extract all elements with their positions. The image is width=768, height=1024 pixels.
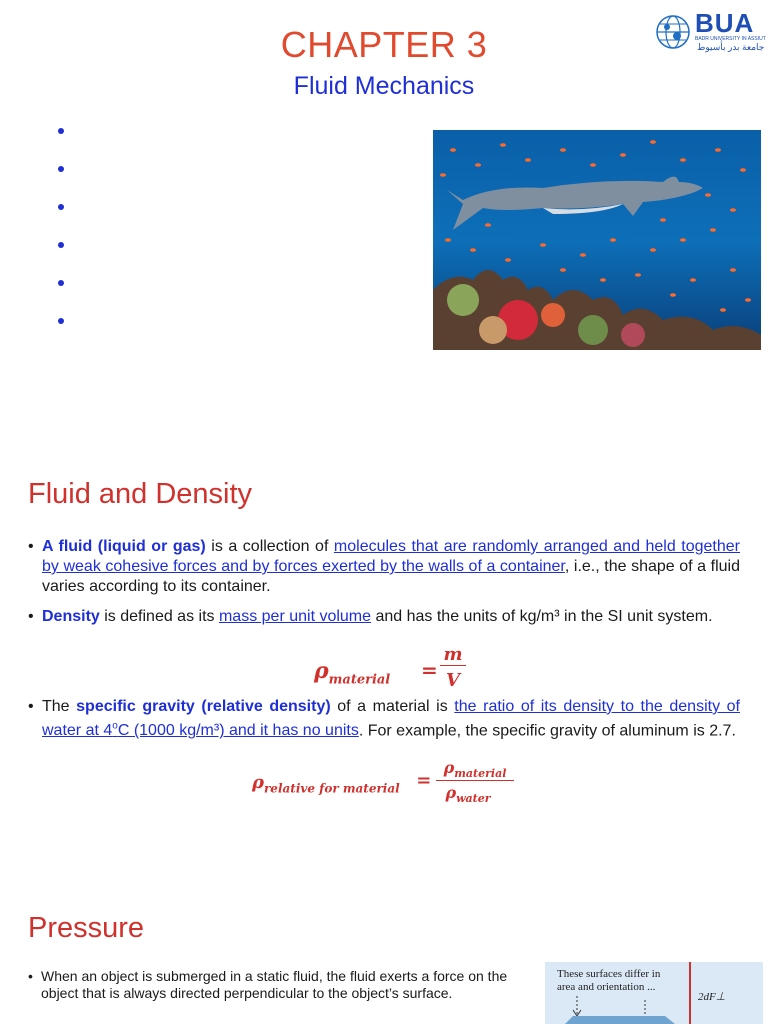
rho: ρ — [443, 758, 455, 777]
eq-lhs — [252, 772, 400, 796]
bua-logo — [655, 8, 766, 54]
bullet-dot: • — [28, 608, 34, 625]
pressure-figure — [545, 962, 763, 1024]
term-density: Density — [42, 608, 100, 625]
paragraph-density-definition — [28, 607, 740, 627]
globe-icon — [655, 14, 691, 50]
underlined-definition: molecules that are randomly arranged and held together by weak cohesive forces and by forces exerted by the walls of a container — [42, 538, 741, 575]
bullet-3 — [58, 204, 64, 210]
pressure-text: When an object is submerged in a static fluid, the fluid exerts a force on the object that is always directed perpendicular to the object’s surface. — [41, 968, 508, 1001]
equals-sign: = — [410, 770, 438, 791]
rho: ρ — [314, 658, 329, 684]
logo-arabic: جامعة بدر بأسيوط — [697, 42, 765, 52]
bullet-6 — [58, 318, 64, 324]
subscript: material — [328, 672, 391, 688]
bullet-4 — [58, 242, 64, 248]
text: The — [42, 698, 77, 715]
text: is a collection of — [205, 538, 334, 555]
numerator: m — [440, 644, 466, 666]
logo-tagline: BADR UNIVERSITY IN ASSIUT — [695, 36, 766, 42]
figure-shapes — [545, 962, 763, 1024]
subscript: material — [454, 767, 507, 781]
empty-bullet-list — [58, 128, 64, 356]
equals-sign: = — [414, 658, 445, 682]
force-label: 2dF⊥ — [698, 991, 726, 1003]
text: and has the units of kg/m³ in the SI unit system. — [371, 608, 713, 625]
text: of a material is — [330, 698, 455, 715]
section-heading-pressure: Pressure — [28, 912, 145, 944]
term-fluid: A fluid (liquid or gas) — [42, 538, 206, 555]
chapter-title: CHAPTER 3 — [280, 24, 488, 65]
shark-coral-reef-photo — [433, 130, 761, 350]
underlined-definition: mass per unit volume — [218, 608, 372, 625]
eq-lhs — [314, 658, 390, 687]
bullet-1 — [58, 128, 64, 134]
section-heading-fluid-density: Fluid and Density — [28, 478, 253, 510]
bullet-dot: • — [28, 968, 33, 984]
paragraph-pressure — [28, 968, 528, 1002]
degree-superscript: o — [112, 721, 118, 732]
text: is defined as its — [99, 608, 219, 625]
text: the ratio of its density to the density of water at 4 — [42, 698, 740, 740]
bullet-2 — [58, 166, 64, 172]
text: . For example, the specific gravity of aluminum is 2.7. — [358, 722, 736, 740]
paragraph-fluid-definition — [28, 537, 740, 597]
text: C (1000 kg/m³) and it has no units — [117, 722, 359, 740]
text: , i.e., the shape of a fluid varies according to its container. — [42, 558, 740, 595]
bullet-5 — [58, 280, 64, 286]
denominator: V — [446, 670, 460, 691]
subscript: relative for material — [263, 781, 400, 796]
figure-caption: These surfaces differ in area and orientation ... — [557, 968, 661, 993]
denominator — [436, 783, 500, 805]
paragraph-specific-gravity — [28, 697, 740, 741]
term-specific-gravity: specific gravity (relative density) — [76, 698, 331, 715]
rho: ρ — [252, 772, 264, 793]
chapter-subtitle: Fluid Mechanics — [293, 72, 475, 100]
subscript: water — [456, 792, 491, 806]
numerator — [436, 758, 514, 781]
bullet-dot: • — [28, 698, 34, 715]
logo-text: BUA — [695, 8, 755, 38]
bullet-dot: • — [28, 538, 34, 555]
rho: ρ — [445, 783, 457, 802]
